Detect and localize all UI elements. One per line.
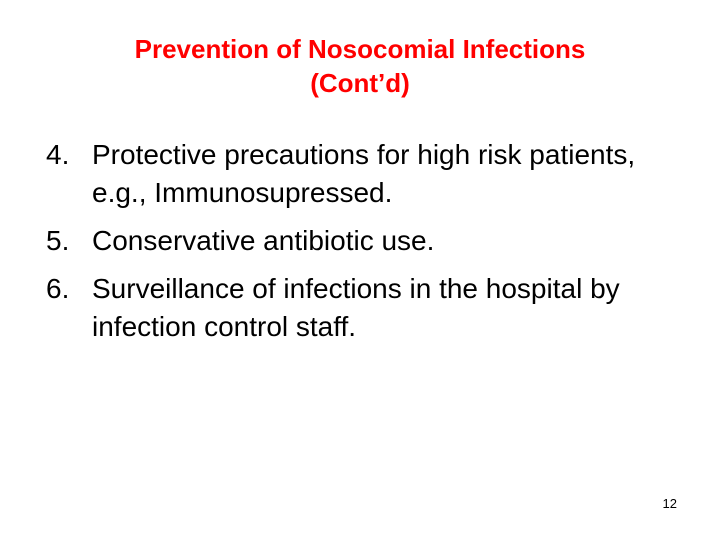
list-item-text: Surveillance of infections in the hospital by infection control staff. xyxy=(92,273,620,342)
list-item-number: 5. xyxy=(46,225,70,256)
list-item xyxy=(46,222,696,260)
list-item-text: Protective precautions for high risk patients, e.g., Immunosupressed. xyxy=(92,139,636,208)
list-item-number: 4. xyxy=(46,139,70,170)
slide-title xyxy=(0,32,720,100)
list-item xyxy=(46,270,696,346)
slide-title-line-2: (Cont’d) xyxy=(310,68,410,98)
page-number: 12 xyxy=(662,496,677,511)
list-item-number: 6. xyxy=(46,273,70,304)
slide-title-line-1: Prevention of Nosocomial Infections xyxy=(134,34,586,64)
list-item-text: Conservative antibiotic use. xyxy=(92,225,435,256)
numbered-list xyxy=(46,136,696,356)
list-item xyxy=(46,136,696,212)
